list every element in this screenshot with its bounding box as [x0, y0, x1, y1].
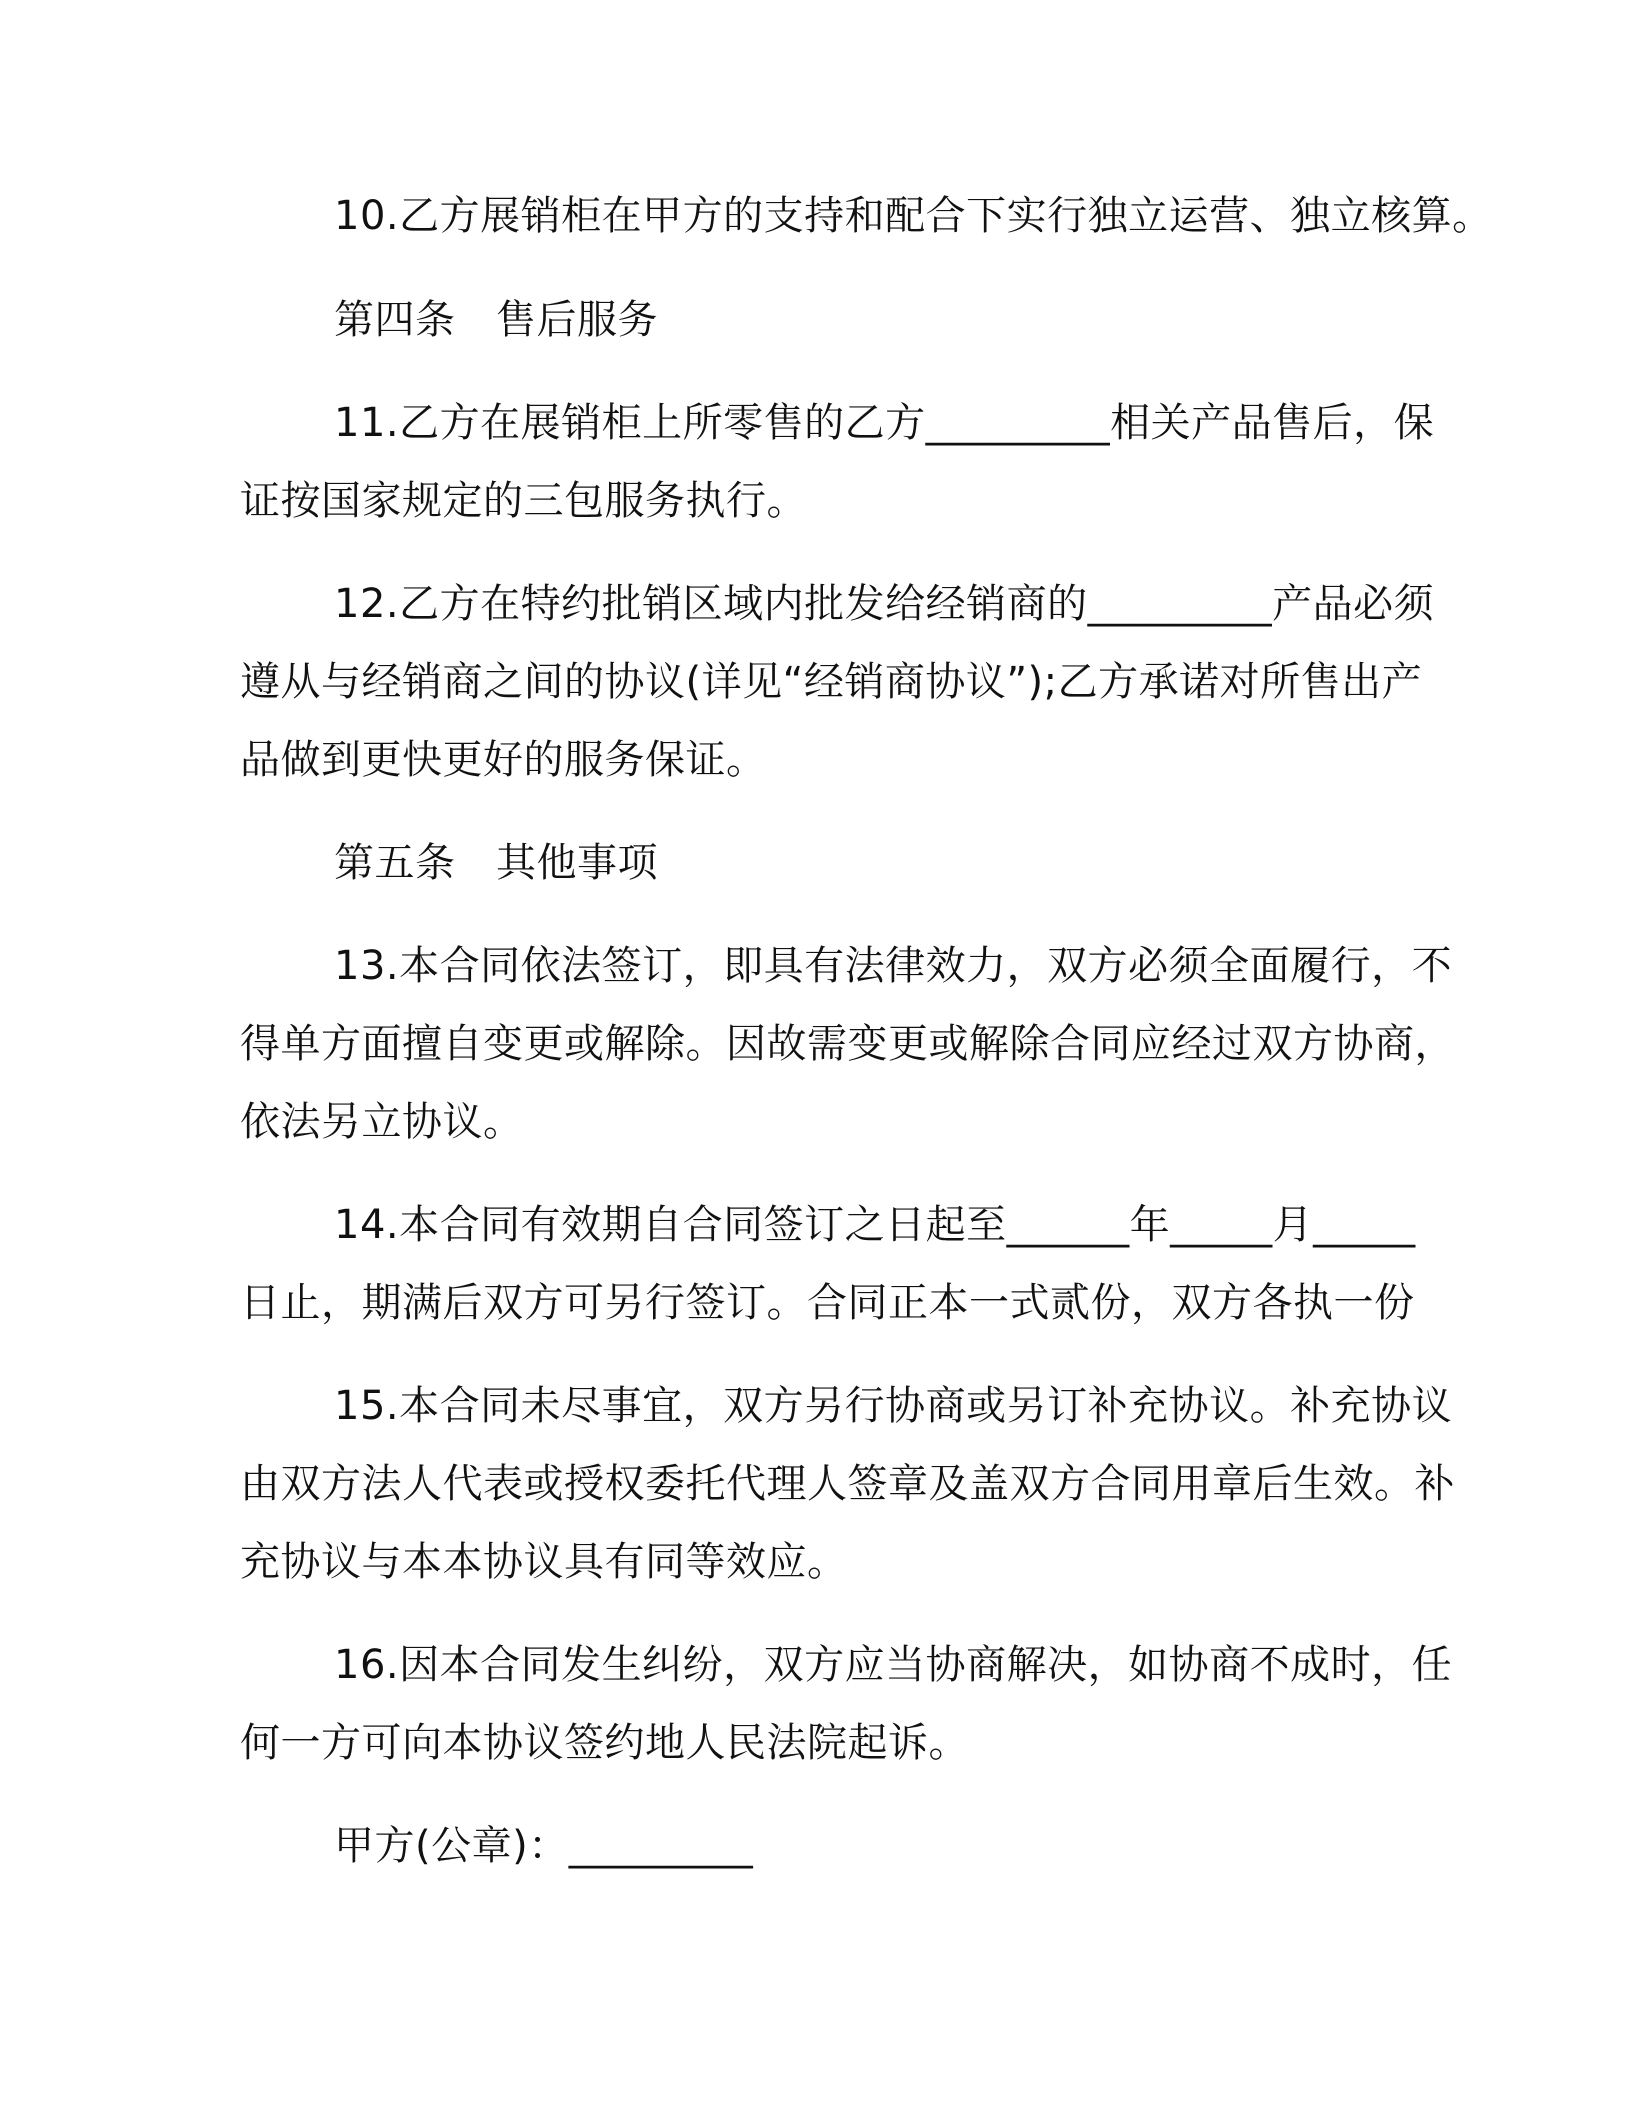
clause-15-line-1: 15.本合同未尽事宜，双方另行协商或另订补充协议。补充协议 — [334, 1383, 1453, 1429]
clause-10-line-1: 10.乙方展销柜在甲方的支持和配合下实行独立运营、独立核算。 — [334, 193, 1493, 239]
party-a-seal-line: 甲方(公章)：_________ — [334, 1823, 754, 1869]
clause-12-line-2: 遵从与经销商之间的协议(详见“经销商协议”);乙方承诺对所售出产 — [240, 659, 1423, 705]
article-4-heading: 第四条 售后服务 — [334, 297, 658, 343]
article-5-heading: 第五条 其他事项 — [334, 840, 658, 886]
clause-14-line-2: 日止，期满后双方可另行签订。合同正本一式贰份，双方各执一份 — [240, 1280, 1415, 1326]
clause-13-line-1: 13.本合同依法签订，即具有法律效力，双方必须全面履行，不 — [334, 943, 1453, 989]
clause-16-line-2: 何一方可向本协议签约地人民法院起诉。 — [240, 1720, 969, 1766]
clause-13-line-2: 得单方面擅自变更或解除。因故需变更或解除合同应经过双方协商， — [240, 1021, 1455, 1067]
clause-11-line-1: 11.乙方在展销柜上所零售的乙方_________相关产品售后，保 — [334, 400, 1435, 446]
clause-12-line-1: 12.乙方在特约批销区域内批发给经销商的_________产品必须 — [334, 581, 1435, 627]
clause-13-line-3: 依法另立协议。 — [240, 1099, 524, 1145]
clause-11-line-2: 证按国家规定的三包服务执行。 — [240, 478, 807, 524]
clause-15-line-2: 由双方法人代表或授权委托代理人签章及盖双方合同用章后生效。补 — [240, 1461, 1455, 1507]
clause-15-line-3: 充协议与本本协议具有同等效应。 — [240, 1539, 848, 1585]
clause-16-line-1: 16.因本合同发生纠纷，双方应当协商解决，如协商不成时，任 — [334, 1642, 1453, 1688]
clause-12-line-3: 品做到更快更好的服务保证。 — [240, 737, 767, 783]
clause-14-line-1: 14.本合同有效期自合同签订之日起至______年_____月_____ — [334, 1202, 1416, 1248]
